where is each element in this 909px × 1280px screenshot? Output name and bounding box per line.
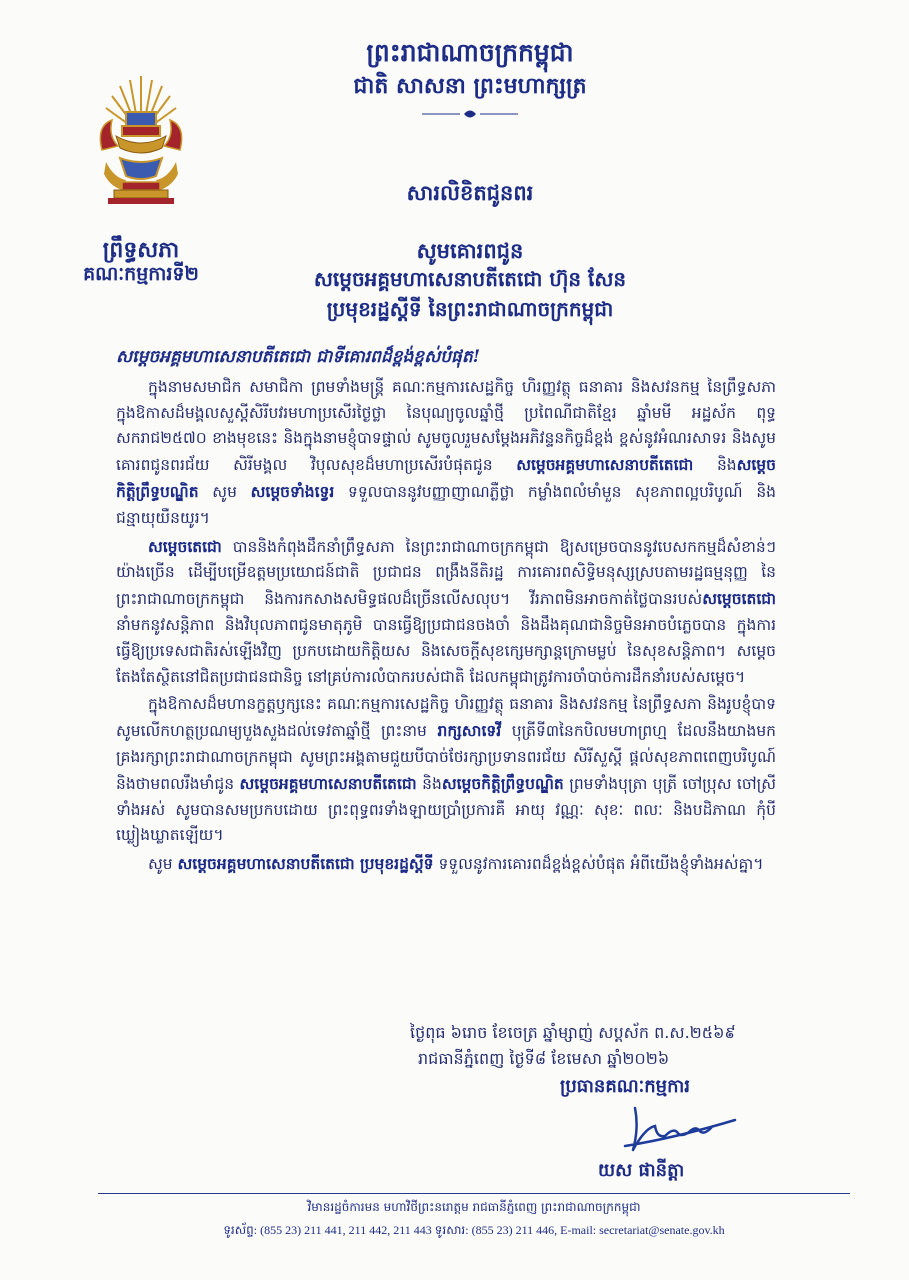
solar-date: រាជធានីភ្នំពេញ ថ្ងៃទី៨ ខែមេសា ឆ្នាំ២០២៦ (418, 1049, 670, 1068)
paragraph-3 (116, 692, 776, 849)
institution-name: ព្រឹទ្ធសភា (102, 237, 180, 263)
bold-text: សម្ដេចអគ្គមហាសេនាបតីតេជោ (516, 455, 694, 475)
paragraph-2 (116, 534, 776, 691)
signer-name: យស ផានីត្តា (598, 1160, 685, 1181)
lunar-date: ថ្ងៃពុធ ៦រោច ខែចេត្រ ឆ្នាំម្សាញ់ សប្តស័ក ព.ស.២៥៦៩ (410, 1023, 736, 1042)
bold-text: សម្ដេចអគ្គមហាសេនាបតីតេជោ (239, 773, 417, 793)
kingdom-title: ព្រះរាជាណាចក្រកម្ពុជា (366, 38, 574, 67)
bold-text: សម្ដេចតេជោ (702, 589, 776, 609)
text: និង (416, 774, 442, 793)
committee-name: គណៈកម្មការទី២ (83, 263, 199, 285)
text: ទទួលបាននូវបញ្ញាញាណភ្លឺថ្លា កម្លាំងពលំមាំមួន សុខភាពល្អបរិបូណ៍ និងជន្មាយុយឺនយូរ។ (116, 482, 777, 527)
address-line-1: សូមគោរពជូន (416, 238, 524, 263)
text: ក្នុងឱកាសដ៏មហានក្ខត្តឫក្សនេះ គណៈកម្មការសេដ្ឋកិច្ច ហិរញ្ញវត្ថុ ធនាគារ និងសវនកម្ម នៃព្រឹទ្ធសភា និងរូបខ្ញុំបាទ សូមលើកហត្ថប្រណម្យបួងសួងដល់ទេវតាឆ្នាំថ្មី ព្រះនាម (116, 695, 776, 741)
text: និង (693, 456, 737, 475)
bold-text: សម្ដេចទាំងទ្វេរ (250, 481, 335, 501)
letter-type: សារលិខិតជូនពរ (406, 180, 534, 205)
text: ទទួលនូវការគោរពដ៏ខ្ពង់ខ្ពស់បំផុត អំពីយើងខ្ញុំទាំងអស់គ្នា។ (433, 855, 764, 874)
paragraph-1 (116, 375, 776, 532)
bold-text: រាក្សសាទេវី (437, 721, 502, 741)
text: នាំមកនូវសន្តិភាព និងវិបុលភាពជូនមាតុភូមិ បានធ្វើឱ្យប្រជាជនចងចាំ និងដឹងគុណជានិច្ចមិនអាចបំភ្លេចបាន ក្នុងការធ្វើឱ្យប្រទេសជាតិរស់ឡើងវិញ ប្រកបដោយកិត្តិយស និងសេចក្ដីសុខក្សេមក្សាន្តក្រោមម្លប់ នៃសុខសន្តិភាព។ សម្ដេចតែងតែស្ថិតនៅជិតប្រជាជនជានិច្ច នៅគ្រប់ការលំបាករបស់ជាតិ ដែលកម្ពុជាត្រូវការចាំបាច់ការដឹកនាំរបស់សម្ដេច។ (116, 615, 776, 686)
footer-contact: ទូរស័ព្ទ: (855 23) 211 441, 211 442, 211 443 ទូរសារ: (855 23) 211 446, E-mail: secretariat@senate.gov.kh (223, 1223, 725, 1237)
address-line-3: ប្រមុខរដ្ឋស្ដីទី នៃព្រះរាជាណាចក្រកម្ពុជា (326, 297, 614, 321)
bold-text: សម្ដេចកិត្តិព្រឹទ្ធបណ្ឌិត (116, 455, 776, 501)
salutation: សម្ដេចអគ្គមហាសេនាបតីតេជោ ជាទីគោរពដ៏ខ្ពង់ខ្ពស់បំផុត! (116, 347, 481, 367)
bold-text: សម្ដេចតេជោ (148, 536, 222, 556)
text: សូម (148, 855, 178, 874)
footer-address: វិមានរដ្ឋចំការមន មហាវិថីព្រះនរោត្តម រាជធានីភ្នំពេញ ព្រះរាជាណាចក្រកម្ពុជា (307, 1200, 641, 1214)
senate-emblem-icon (92, 66, 190, 210)
national-motto: ជាតិ សាសនា ព្រះមហាក្សត្រ (353, 73, 587, 99)
bold-text: សម្ដេចកិត្តិព្រឹទ្ធបណ្ឌិត (441, 773, 564, 793)
paragraph-4 (116, 851, 776, 878)
handwritten-signature (615, 1098, 745, 1162)
address-line-2: សម្ដេចអគ្គមហាសេនាបតីតេជោ ហ៊ុន សែន (313, 267, 627, 291)
bold-text: សម្ដេចអគ្គមហាសេនាបតីតេជោ ប្រមុខរដ្ឋស្ដីទី (177, 854, 434, 874)
text: បុត្រីទី៣នៃកបិលមហាព្រហ្ម ដែលនឹងយាងមកគ្រងរក្សាព្រះរាជាណាចក្រកម្ពុជា សូមព្រះអង្គតាមជួយបីបាច់ថែរក្សាប្រទានពរជ័យ សិរីសួស្ដី ផ្ដល់សុខភាពពេញបរិបូណ៍ និងថាមពលរឹងមាំជូន (116, 722, 776, 793)
signer-title: ប្រធានគណៈកម្មការ (560, 1076, 690, 1097)
letter-body (116, 345, 776, 880)
text: សូម (198, 482, 251, 501)
text: ព្រមទាំងបុត្រា បុត្រី ចៅប្រុស ចៅស្រីទាំងអស់ សូមបានសមប្រកបដោយ ព្រះពុទ្ធពរទាំងឡាយប្រាំប្រការគឺ អាយុ វណ្ណៈ សុខៈ ពលៈ និងបដិភាណ កុំបីឃ្លៀងឃ្លាតឡើយ។ (116, 774, 776, 845)
text: បាននិងកំពុងដឹកនាំព្រឹទ្ធសភា នៃព្រះរាជាណាចក្រកម្ពុជា ឱ្យសម្រេចបាននូវបេសកកម្មដ៏សំខាន់ៗយ៉ាងច្រើន ដើម្បីបម្រើឧត្តមប្រយោជន៍ជាតិ ប្រជាជន ពង្រឹងនីតិរដ្ឋ ការគោរពសិទ្ធិមនុស្សស្របតាមរដ្ឋធម្មនុញ្ញ នៃព្រះរាជាណាចក្រកម្ពុជា និងការកសាងសមិទ្ធផលដ៏ច្រើនលើសលុប។ វីរភាពមិនអាចកាត់ថ្លៃបានរបស់ (116, 537, 776, 609)
divider-ornament-icon (420, 106, 520, 125)
footer-divider (98, 1193, 850, 1194)
text: ក្នុងនាមសមាជិក សមាជិកា ព្រមទាំងមន្ត្រី គណៈកម្មការសេដ្ឋកិច្ច ហិរញ្ញវត្ថុ ធនាគារ និងសវនកម្ម នៃព្រឹទ្ធសភា ក្នុងឱកាសដ៏មង្គលសួស្ដីសិរីបវរមហាប្រសើរថ្ងៃថ្លា នៃបុណ្យចូលឆ្នាំថ្មី ប្រពៃណីជាតិខ្មែរ ឆ្នាំមមី អដ្ឋស័ក ពុទ្ធសករាជ២៥៧០ ខាងមុខនេះ និងក្នុងនាមខ្ញុំបាទផ្ទាល់ សូមចូលរួមសម្ដែងអភិវន្ទនកិច្ចដ៏ខ្ពង់ ខ្ពស់នូវអំណរសាទរ និងសូមគោរពជូនពរជ័យ សិរីមង្គល វិបុលសុខដ៏មហាប្រសើរបំផុតជូន (116, 377, 776, 475)
